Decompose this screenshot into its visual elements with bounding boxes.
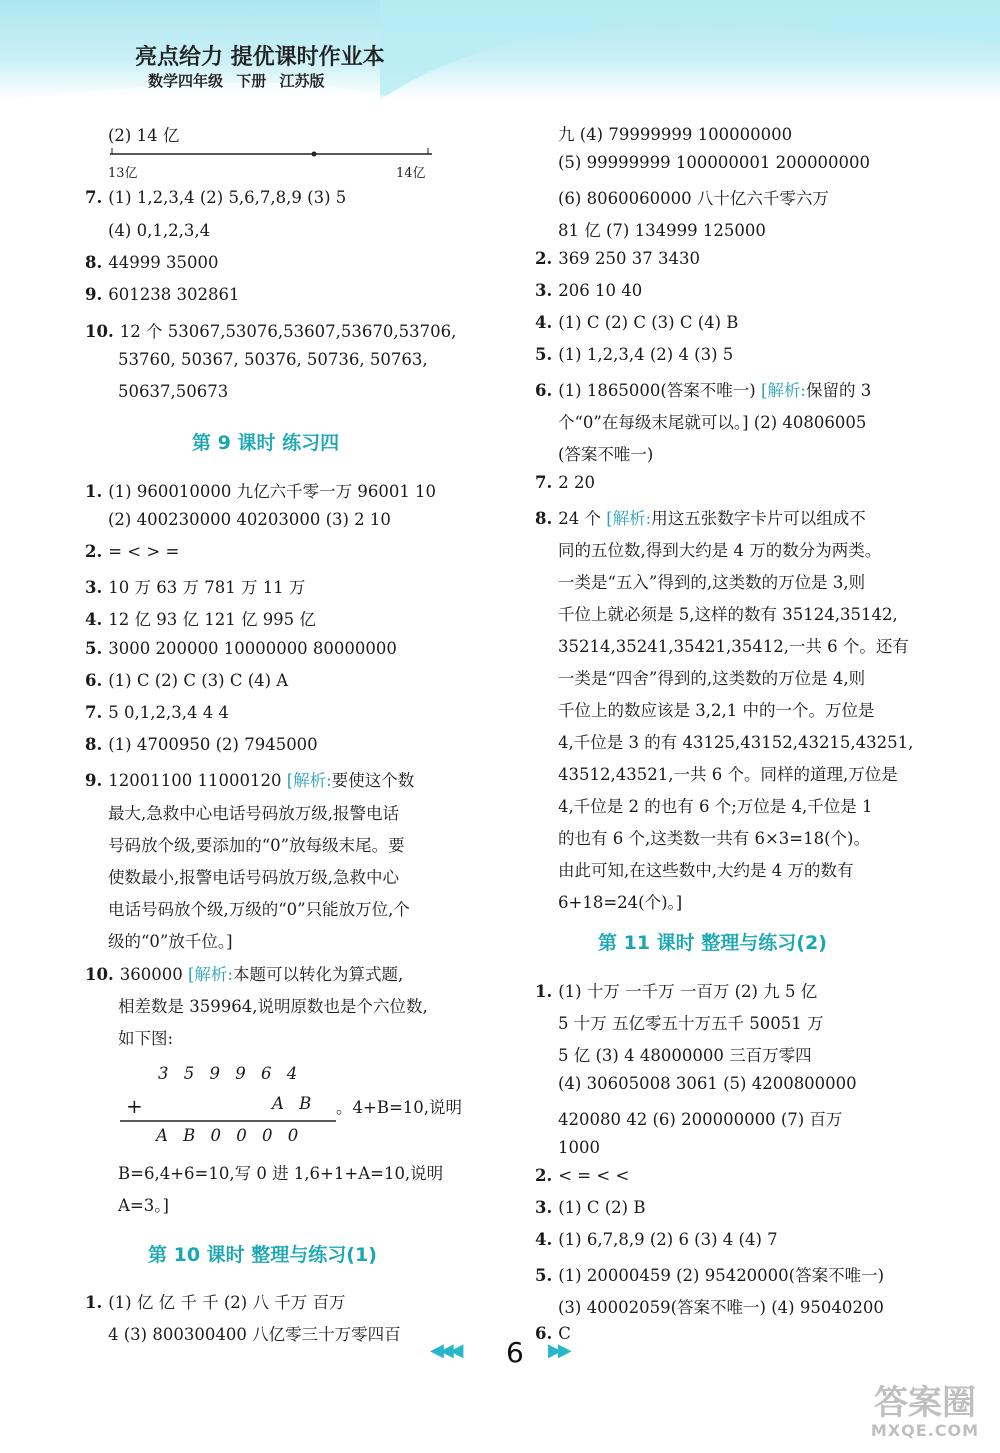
answer-text: (1) 960010000 九亿六千零一万 96001 10 <box>108 482 437 501</box>
answer-text: C <box>558 1324 571 1343</box>
answer-line: 相差数是 359964,说明原数也是个六位数, <box>118 997 428 1016</box>
next-arrows-icon: ▶▶ <box>548 1340 568 1361</box>
answer-line: 号码放个级,要添加的“0”放每级末尾。要 <box>108 836 405 855</box>
section-title-lesson-9: 第 9 课时 练习四 <box>192 432 340 454</box>
question-number: 1. <box>85 1293 103 1312</box>
answer-line: 个“0”在每级末尾就可以。] (2) 40806005 <box>558 413 867 432</box>
answer-line <box>85 188 346 207</box>
question-number: 2. <box>535 249 553 268</box>
numline-label-left: 13亿 <box>108 166 138 181</box>
answer-line: 电话号码放个级,万级的“0”只能放万位,个 <box>108 900 410 919</box>
answer-line: 4,千位是 2 的也有 6 个;万位是 4,千位是 1 <box>558 797 873 816</box>
watermark-logo <box>860 1385 990 1445</box>
answer-line: 4,千位是 3 的有 43125,43152,43215,43251, <box>558 733 914 752</box>
question-number: 9. <box>85 771 103 790</box>
question-number: 5. <box>535 345 553 364</box>
question-number: 5. <box>535 1266 553 1285</box>
answer-line: 级的“0”放千位。] <box>108 932 233 951</box>
question-number: 2. <box>535 1166 553 1185</box>
answer-line: 由此可知,在这些数中,大约是 4 万的数有 <box>558 861 854 880</box>
answer-line: 43512,43521,一共 6 个。同样的道理,万位是 <box>558 765 898 784</box>
section-title-lesson-10: 第 10 课时 整理与练习(1) <box>148 1244 377 1266</box>
answer-line <box>535 313 738 332</box>
answer-line: 5 亿 (3) 4 48000000 三百万零四 <box>558 1046 812 1065</box>
answer-line: (3) 40002059(答案不唯一) (4) 95040200 <box>558 1298 884 1317</box>
question-number: 2. <box>85 542 103 561</box>
answer-text: (1) C (2) B <box>558 1198 646 1217</box>
answer-line: (2) 14 亿 <box>108 126 180 145</box>
answer-text: 10 万 63 万 781 万 11 万 <box>108 578 306 597</box>
answer-line <box>85 285 239 304</box>
calc-addend: A B <box>272 1094 312 1113</box>
question-number: 8. <box>535 509 553 528</box>
answer-text: 360000 <box>119 965 188 984</box>
answer-line <box>85 1289 345 1313</box>
question-number: 9. <box>85 285 103 304</box>
answer-text: < = < < <box>558 1166 630 1185</box>
answer-line <box>85 253 218 272</box>
answer-line: 4 (3) 800300400 八亿零三十万零四百 <box>108 1325 401 1344</box>
answer-text: 2 20 <box>558 473 595 492</box>
answer-line <box>85 478 436 502</box>
answer-line: 千位上就必须是 5,这样的数有 35124,35142, <box>558 605 898 624</box>
answer-text: 44999 35000 <box>108 253 219 272</box>
question-number: 1. <box>535 982 553 1001</box>
question-number: 6. <box>535 1324 553 1343</box>
answer-text: (1) 20000459 (2) 95420000(答案不唯一) <box>558 1266 885 1285</box>
answer-line <box>535 1262 884 1286</box>
answer-line: 35214,35241,35421,35412,一共 6 个。还有 <box>558 637 909 656</box>
hint-label: [解析: <box>286 771 332 790</box>
answer-line <box>535 1166 629 1185</box>
question-number: 8. <box>85 735 103 754</box>
answer-text: (1) 6,7,8,9 (2) 6 (3) 4 (4) 7 <box>558 1230 778 1249</box>
answer-line <box>535 1198 645 1217</box>
answer-text: 5 0,1,2,3,4 4 4 <box>108 703 229 722</box>
answer-line: (答案不唯一) <box>558 445 654 464</box>
question-number: 4. <box>535 313 553 332</box>
answer-line: 5 十万 五亿零五十万五千 50051 万 <box>558 1014 824 1033</box>
answer-line <box>85 639 397 658</box>
answer-line: (2) 400230000 40203000 (3) 2 10 <box>108 510 391 529</box>
answer-line <box>535 281 642 300</box>
answer-line <box>85 671 288 690</box>
answer-line <box>535 1230 778 1249</box>
question-number: 3. <box>535 1198 553 1217</box>
answer-line: (6) 8060060000 八十亿六千零六万 <box>558 189 829 208</box>
answer-line: (4) 30605008 3061 (5) 4200800000 <box>558 1074 857 1093</box>
answer-line <box>85 703 229 722</box>
answer-line: 同的五位数,得到大约是 4 万的数分为两类。 <box>558 541 882 560</box>
answer-line <box>85 767 414 791</box>
question-number: 5. <box>85 639 103 658</box>
hint-label: [解析: <box>606 509 652 528</box>
answer-line <box>85 606 316 630</box>
answer-line: 千位上的数应该是 3,2,1 中的一个。万位是 <box>558 701 875 720</box>
watermark-text: 答案圈 <box>874 1383 976 1423</box>
answer-text: 12001100 11000120 <box>108 771 287 790</box>
answer-line: 使数最小,报警电话号码放万级,急救中心 <box>108 868 399 887</box>
answer-line <box>535 377 871 401</box>
answer-line <box>535 473 595 492</box>
question-number: 1. <box>85 482 103 501</box>
answer-line <box>85 318 456 342</box>
answer-text: (1) 1865000(答案不唯一) <box>558 381 761 400</box>
answer-text: (1) C (2) C (3) C (4) B <box>558 313 739 332</box>
answer-line: A=3。] <box>118 1196 169 1215</box>
question-number: 3. <box>535 281 553 300</box>
hint-label: [解析: <box>187 965 233 984</box>
question-number: 7. <box>85 703 103 722</box>
question-number: 7. <box>535 473 553 492</box>
answer-line: (4) 0,1,2,3,4 <box>108 221 211 240</box>
answer-text: 24 个 <box>558 509 607 528</box>
book-subtitle: 数学四年级 下册 江苏版 <box>148 72 325 90</box>
answer-line: 420080 42 (6) 200000000 (7) 百万 <box>558 1110 843 1129</box>
answer-line: 最大,急救中心电话号码放万级,报警电话 <box>108 804 399 823</box>
question-number: 8. <box>85 253 103 272</box>
answer-line <box>535 249 700 268</box>
number-line <box>110 140 440 180</box>
answer-line: (5) 99999999 100000001 200000000 <box>558 153 871 172</box>
calc-plus-sign: + <box>126 1094 143 1118</box>
prev-arrows-icon: ◀◀◀ <box>430 1340 460 1361</box>
answer-text: 369 250 37 3430 <box>558 249 700 268</box>
hint-text: 本题可以转化为算式题, <box>232 965 404 984</box>
answer-text: (1) 4700950 (2) 7945000 <box>108 735 318 754</box>
answer-line <box>85 735 318 754</box>
answer-text: 601238 302861 <box>108 285 240 304</box>
question-number: 10. <box>85 965 114 984</box>
answer-text: = < > = <box>108 542 180 561</box>
calc-top-row: 3 5 9 9 6 4 <box>158 1064 298 1083</box>
answer-line <box>535 978 817 1002</box>
hint-text: 要使这个数 <box>331 771 415 790</box>
book-title: 亮点给力 提优课时作业本 <box>135 45 385 70</box>
answer-text: 12 亿 93 亿 121 亿 995 亿 <box>108 610 316 629</box>
answer-line: 的也有 6 个,这类数一共有 6×3=18(个)。 <box>558 829 870 848</box>
numline-label-right: 14亿 <box>396 166 426 181</box>
question-number: 3. <box>85 578 103 597</box>
answer-line: 53760, 50367, 50376, 50736, 50763, <box>118 350 428 369</box>
question-number: 7. <box>85 188 103 207</box>
answer-text: 12 个 53067,53076,53607,53670,53706, <box>119 322 457 341</box>
hint-label: [解析: <box>760 381 806 400</box>
hint-text: 保留的 3 <box>805 381 872 400</box>
question-number: 6. <box>85 671 103 690</box>
answer-text: (1) C (2) C (3) C (4) A <box>108 671 289 690</box>
calc-note: 。4+B=10,说明 <box>336 1098 463 1117</box>
question-number: 4. <box>535 1230 553 1249</box>
watermark-url: MXQE.COM <box>870 1421 980 1440</box>
answer-line: B=6,4+6=10,写 0 进 1,6+1+A=10,说明 <box>118 1164 444 1183</box>
answer-line: 一类是“五入”得到的,这类数的万位是 3,则 <box>558 573 866 592</box>
answer-line: 50637,50673 <box>118 382 229 401</box>
answer-text: (1) 1,2,3,4 (2) 5,6,7,8,9 (3) 5 <box>108 188 347 207</box>
answer-text: 206 10 40 <box>558 281 643 300</box>
answer-line: 一类是“四舍”得到的,这类数的万位是 4,则 <box>558 669 866 688</box>
answer-line: 81 亿 (7) 134999 125000 <box>558 221 766 240</box>
answer-line: 如下图: <box>118 1029 174 1048</box>
answer-line <box>85 542 179 561</box>
page-number: 6 <box>506 1336 524 1369</box>
answer-line: 九 (4) 79999999 100000000 <box>558 125 793 144</box>
answer-line: 1000 <box>558 1138 600 1157</box>
answer-text: (1) 亿 亿 千 千 (2) 八 千万 百万 <box>108 1293 346 1312</box>
calc-rule <box>120 1119 340 1123</box>
answer-line <box>535 345 733 364</box>
hint-text: 用这五张数字卡片可以组成不 <box>651 509 866 528</box>
question-number: 4. <box>85 610 103 629</box>
answer-line <box>535 505 866 529</box>
answer-line <box>85 574 305 598</box>
answer-text: (1) 1,2,3,4 (2) 4 (3) 5 <box>558 345 734 364</box>
section-title-lesson-11: 第 11 课时 整理与练习(2) <box>598 932 827 954</box>
answer-text: 3000 200000 10000000 80000000 <box>108 639 397 658</box>
answer-text: (1) 十万 一千万 一百万 (2) 九 5 亿 <box>558 982 818 1001</box>
calc-result-row: A B 0 0 0 0 <box>156 1126 299 1145</box>
question-number: 10. <box>85 322 114 341</box>
answer-line <box>85 961 403 985</box>
answer-line: 6+18=24(个)。] <box>558 893 683 912</box>
question-number: 6. <box>535 381 553 400</box>
